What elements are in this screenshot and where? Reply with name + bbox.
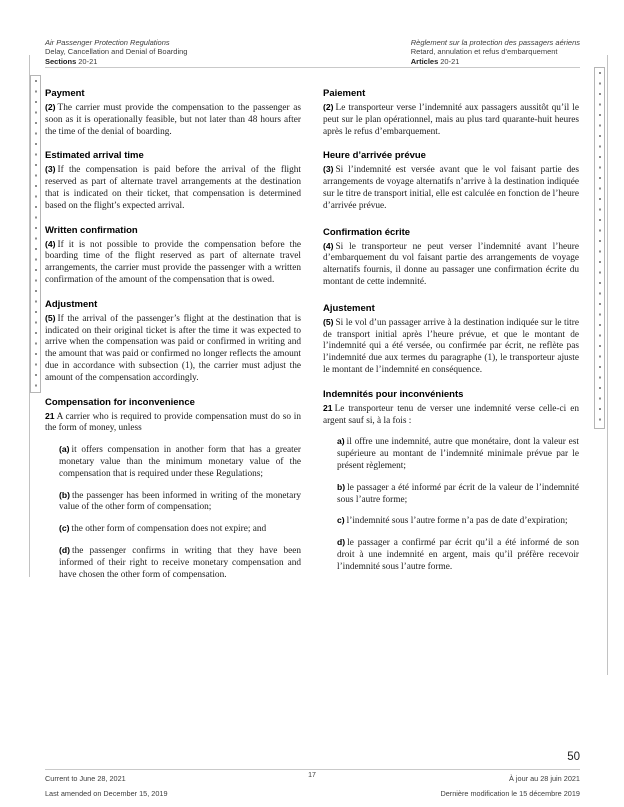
provision-text: If the arrival of the passenger’s flight at the destination that is indicated on their original ticket is after the time it was expected to arrive when the compensation was paid or confirmed in writing and the amount that was paid or confirmed no longer reflects the amount due in accordance with subsection (1), the carrier must adjust the amount of the compensation accordingly. [45,313,301,383]
section-paiement [323,88,579,138]
currency-note-fr: À jour au 28 juin 2021 [509,774,580,783]
regulation-title-fr: Règlement sur la protection des passagers aériens [410,38,580,47]
provision-number: 21 [45,410,55,421]
section-heure-arrivee-prevue [323,150,579,212]
amendment-note-fr: Dernière modification le 15 décembre 2019 [440,789,580,798]
provision-subparagraph [59,490,301,515]
section-heading: Paiement [323,88,366,99]
section-heading: Estimated arrival time [45,150,144,162]
section-estimated-arrival-time [45,150,301,212]
section-heading: Indemnités pour inconvénients [323,388,464,400]
section-adjustment [45,299,301,385]
provision-paragraph [323,241,579,289]
section-heading: Ajustement [323,302,375,314]
provision-letter: (b) [59,489,70,500]
section-heading: Confirmation écrite [323,226,411,238]
section-range-value-en: 20-21 [78,56,98,66]
provision-subparagraph [59,545,301,581]
provision-letter: a) [337,436,345,447]
provision-subparagraph [59,444,301,480]
provision-text: Le transporteur tenu de verser une indemnité verse celle-ci en argent sauf si, à la fois : [323,403,579,426]
provision-number: (2) [45,102,56,112]
section-heading: Written confirmation [45,224,138,236]
section-indemnites-pour-inconvenients [323,389,579,574]
section-range-label-fr: Articles [410,56,439,66]
provision-paragraph [45,102,301,138]
provision-letter: (c) [59,523,70,534]
provision-subparagraph [337,482,579,507]
provision-letter: b) [337,481,346,492]
section-range-en [45,57,187,66]
provision-paragraph [45,164,301,212]
section-ajustement [323,303,579,377]
provision-number: (4) [45,238,56,249]
provision-number: (5) [45,312,56,323]
provision-text: Le transporteur verse l’indemnité aux passagers aussitôt qu’il le peut sur le plan opérationnel, mais au plus tard quarante-huit heures après le refus d’embarquement. [323,103,579,137]
provision-text: le passager a confirmé par écrit qu’il a été informé de son droit à une indemnité en argent, mais qu’il préfère recevoir l’indemnité sous l’autre forme. [337,538,579,572]
provision-text: it offers compensation in another form that has a greater monetary value than the minimum monetary value of the compensation that is required under these Regulations; [59,445,301,479]
provision-paragraph [323,102,579,138]
provision-number: (3) [323,164,334,175]
provision-text: the passenger has been informed in writing of the monetary value of the other form of compensation; [59,490,301,513]
provision-number: 21 [323,402,333,413]
right-margin-tick-marker [594,67,605,429]
provision-text: le passager a été informé par écrit de la valeur de l’indemnité sous l’autre forme; [337,482,579,505]
right-margin-line [607,55,608,675]
section-written-confirmation [45,225,301,287]
provision-text: l’indemnité sous l’autre forme n’a pas de date d’expiration; [346,516,568,527]
page-number-center: 17 [308,772,316,779]
provision-letter: c) [337,515,345,526]
provision-letter: d) [337,537,346,548]
provision-paragraph [45,411,301,436]
provision-letter: (a) [59,444,70,455]
footer-rule [45,769,580,770]
provision-subparagraph [337,436,579,472]
provision-number: (4) [323,240,334,251]
section-range-fr [411,57,580,66]
provision-paragraph [45,239,301,287]
section-heading: Adjustment [45,298,98,310]
regulation-subtitle-en: Delay, Cancellation and Denial of Boarding [45,47,188,57]
running-header [45,38,580,66]
left-margin-tick-marker [30,75,41,393]
provision-paragraph [45,313,301,385]
regulation-subtitle-fr: Retard, annulation et refus d’embarquement [410,47,558,57]
regulation-title-en: Air Passenger Protection Regulations [45,38,170,47]
section-range-value-fr: 20-21 [440,56,460,66]
section-payment [45,88,301,138]
header-english [45,38,187,66]
provision-text: il offre une indemnité, autre que monétaire, dont la valeur est supérieure au montant de l’indemnité minimale prévue par le présent règlement; [337,437,579,471]
provision-subparagraph [59,523,301,536]
provision-number: (5) [323,316,334,327]
provision-letter: (d) [59,544,70,555]
provision-text: the passenger confirms in writing that they have been informed of their right to receive monetary compensation and have chosen the other form of compensation. [59,545,301,580]
provision-text: The carrier must provide the compensation to the passenger as soon as it is operationally feasible, but not later than 48 hours after the time of the denial of boarding. [45,103,301,137]
header-rule [45,67,580,68]
provision-paragraph [323,164,579,212]
provision-subparagraph [337,515,579,528]
section-confirmation-ecrite [323,227,579,289]
provision-text: A carrier who is required to provide compensation must do so in the form of money, unless [45,411,301,434]
section-compensation-for-inconvenience [45,397,301,582]
provision-number: (3) [45,164,56,175]
column-english [45,88,301,581]
section-heading: Payment [45,88,85,99]
provision-text: If the compensation is paid before the arrival of the flight reserved as part of alternate travel arrangements at the destination that is indicated on their ticket, that compensation is determined based on the flight’s expected arrival. [45,165,301,211]
header-french [411,38,580,66]
provision-text: Si l’indemnité est versée avant que le vol faisant partie des arrangements de voyage alternatifs n’arrive à la destination indiquée sur le titre de transport initial, elle est calculée en fonction de l’heure d’arrivée prévue. [323,165,579,211]
section-range-label-en: Sections [45,56,77,66]
provision-text: Si le transporteur ne peut verser l’indemnité avant l’heure d’embarquement du vol faisant partie des arrangements de voyage alternatifs fournis, il donne au passager une confirmation écrite du montant de cette indemnité. [323,241,579,287]
provision-text: the other form of compensation does not expire; and [71,524,267,535]
provision-paragraph [323,317,579,377]
amendment-note-en: Last amended on December 15, 2019 [45,789,168,798]
section-heading: Compensation for inconvenience [45,396,195,408]
provision-subparagraph [337,537,579,573]
provision-number: (2) [323,102,334,112]
provision-paragraph [323,403,579,428]
page-number-large: 50 [567,751,580,763]
currency-note-en: Current to June 28, 2021 [45,774,126,783]
bilingual-columns [45,88,580,581]
section-heading: Heure d’arrivée prévue [323,150,426,162]
provision-text: If it is not possible to provide the compensation before the boarding time of the flight reserved as part of alternate travel arrangements, the carrier must provide the passenger with a written confirmation of the amount of the compensation that is owed. [45,239,301,285]
provision-text: Si le vol d’un passager arrive à la destination indiquée sur le titre de transport initial après l’heure prévue, et que le montant de l’indemnité qui a été versée, ou confirmée par écrit, ne reflète pas l’indemnité due aux termes du paragraphe (1), le transporteur ajuste le montant de l’indemnité en conséquence. [323,317,579,375]
column-french [323,88,579,581]
